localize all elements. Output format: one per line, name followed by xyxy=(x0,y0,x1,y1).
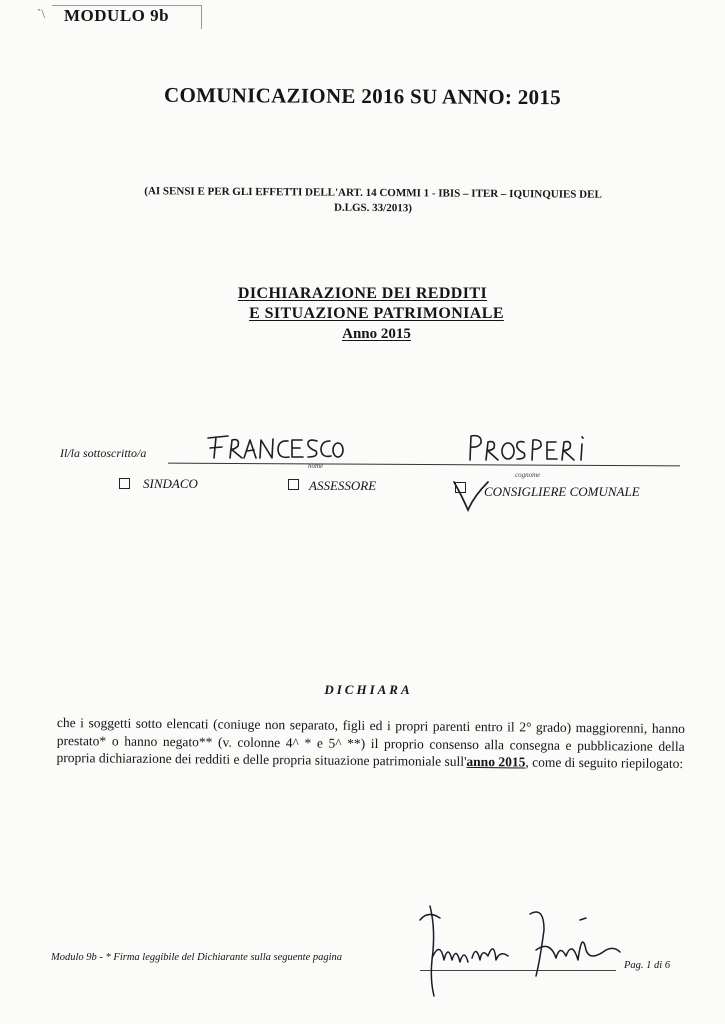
declaration-year: Anno 2015 xyxy=(342,326,411,342)
declaration-body: che i soggetti sotto elencati (coniuge non separato, figli ed i propri parenti entro il 2° grado) maggiorenni, hanno prestato* o hanno negato** (v. colonne 4^ * e 5^ **) il proprio consenso alla consegna e pubblicazione della propria dichiarazione dei redditi e delle propria situazione patrimoniale sull'anno 2015, come di seguito riepilogato: xyxy=(56,714,685,772)
legal-reference xyxy=(108,184,638,218)
dichiara-heading: DICHIARA xyxy=(324,682,413,697)
declaration-title-line-1: DICHIARAZIONE DEI REDDITI xyxy=(237,285,488,302)
declaration-title-line-2: E SITUAZIONE PATRIMONIALE xyxy=(249,305,504,322)
role-label-sindaco: SINDACO xyxy=(143,476,198,491)
last-name-caption: cognome xyxy=(515,471,541,479)
legal-reference-line-1: (AI SENSI E PER GLI EFFETTI DELL'ART. 14 COMMI 1 - IBIS – ITER – IQUINQUIES DEL xyxy=(144,185,602,201)
role-label-consigliere-comunale: CONSIGLIERE COMUNALE xyxy=(484,484,640,499)
page-title: COMUNICAZIONE 2016 SU ANNO: 2015 xyxy=(163,82,562,110)
first-name-caption: nome xyxy=(308,462,324,470)
checkbox-sindaco[interactable] xyxy=(119,478,130,489)
checkbox-assessore[interactable] xyxy=(288,479,299,490)
handwritten-signature xyxy=(410,900,625,1005)
footer-note: Modulo 9b - * Firma leggibile del Dichiarante sulla seguente pagina xyxy=(51,952,343,963)
page-number: Pag. 1 di 6 xyxy=(624,960,671,971)
role-label-assessore: ASSESSORE xyxy=(309,478,377,493)
module-tag: MODULO 9b xyxy=(64,6,170,25)
legal-reference-line-2: D.LGS. 33/2013) xyxy=(333,201,412,215)
corner-mark: `\ xyxy=(37,6,45,21)
signer-label: Il/la sottoscritto/a xyxy=(60,446,147,460)
year-emphasis: anno 2015 xyxy=(466,753,526,770)
